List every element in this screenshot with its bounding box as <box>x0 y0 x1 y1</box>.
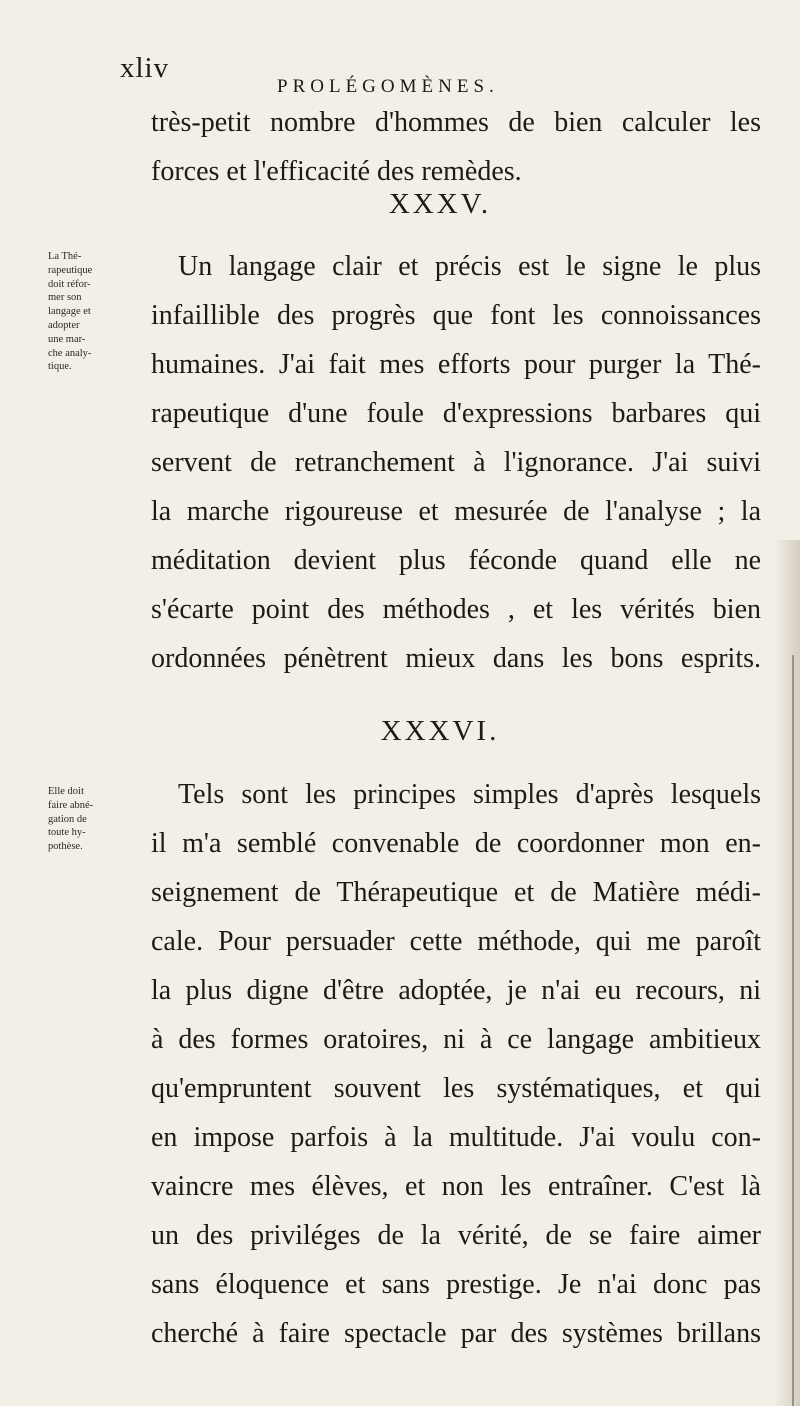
page-number: xliv <box>120 52 170 84</box>
text-line: à des formes oratoires, ni à ce langage ambitieux <box>151 1024 761 1055</box>
section-heading-xxxvi: XXXVI. <box>380 715 500 747</box>
text-line: sans éloquence et sans prestige. Je n'ai donc pas <box>151 1269 761 1300</box>
text-line: servent de retranchement à l'ignorance. J'ai suivi <box>151 447 761 478</box>
page-edge-shadow <box>774 540 800 1406</box>
text-line: Tels sont les principes simples d'après lesquels <box>178 779 761 810</box>
margin-note-line: pothèse. <box>48 841 83 853</box>
text-line: forces et l'efficacité des remèdes. <box>151 156 522 187</box>
margin-note-line: adopter <box>48 319 80 331</box>
text-line: humaines. J'ai fait mes efforts pour purger la Thé- <box>151 349 761 380</box>
text-line: infaillible des progrès que font les connoissances <box>151 300 761 331</box>
margin-note-line: mer son <box>48 292 82 304</box>
text-line: cale. Pour persuader cette méthode, qui me paroît <box>151 926 761 957</box>
text-line: un des priviléges de la vérité, de se faire aimer <box>151 1220 761 1251</box>
text-line: s'écarte point des méthodes , et les vérités bien <box>151 594 761 625</box>
text-line: méditation devient plus féconde quand elle ne <box>151 545 761 576</box>
paragraph-xxxvi <box>151 770 761 1358</box>
margin-note-line: tique. <box>48 361 72 373</box>
text-line: en impose parfois à la multitude. J'ai voulu con- <box>151 1122 761 1153</box>
text-line: la plus digne d'être adoptée, je n'ai eu recours, ni <box>151 975 761 1006</box>
paragraph-xxxv <box>151 242 761 683</box>
margin-note-line: langage et <box>48 306 91 318</box>
text-line: cherché à faire spectacle par des systèmes brillans <box>151 1318 761 1349</box>
margin-note-line: rapeutique <box>48 264 93 276</box>
text-line: qu'empruntent souvent les systématiques, et qui <box>151 1073 761 1104</box>
margin-note-line: doit réfor- <box>48 278 91 290</box>
margin-note-line: La Thé- <box>48 251 82 262</box>
margin-note-line: Elle doit <box>48 786 84 797</box>
running-head: PROLÉGOMÈNES. <box>277 76 499 97</box>
page-edge-line <box>792 655 794 1406</box>
text-line: la marche rigoureuse et mesurée de l'analyse ; la <box>151 496 761 527</box>
text-line: Un langage clair et précis est le signe le plus <box>178 251 761 282</box>
text-line: vaincre mes élèves, et non les entraîner. C'est là <box>151 1171 761 1202</box>
margin-note-line: une mar- <box>48 333 86 345</box>
text-line: seignement de Thérapeutique et de Matière médi- <box>151 877 761 908</box>
margin-note-line: gation de <box>48 813 87 825</box>
text-line: très-petit nombre d'hommes de bien calculer les <box>151 107 761 138</box>
opening-paragraph <box>151 98 761 196</box>
section-heading-xxxv: XXXV. <box>388 188 492 220</box>
margin-note-line: toute hy- <box>48 827 86 839</box>
margin-note-xxxvi <box>48 785 126 854</box>
margin-note-line: che analy- <box>48 347 92 359</box>
margin-note-line: faire abné- <box>48 799 94 811</box>
margin-note-xxxv <box>48 250 126 374</box>
text-line: ordonnées pénètrent mieux dans les bons esprits. <box>151 643 761 674</box>
text-line: il m'a semblé convenable de coordonner mon en- <box>151 828 761 859</box>
text-line: rapeutique d'une foule d'expressions barbares qui <box>151 398 761 429</box>
